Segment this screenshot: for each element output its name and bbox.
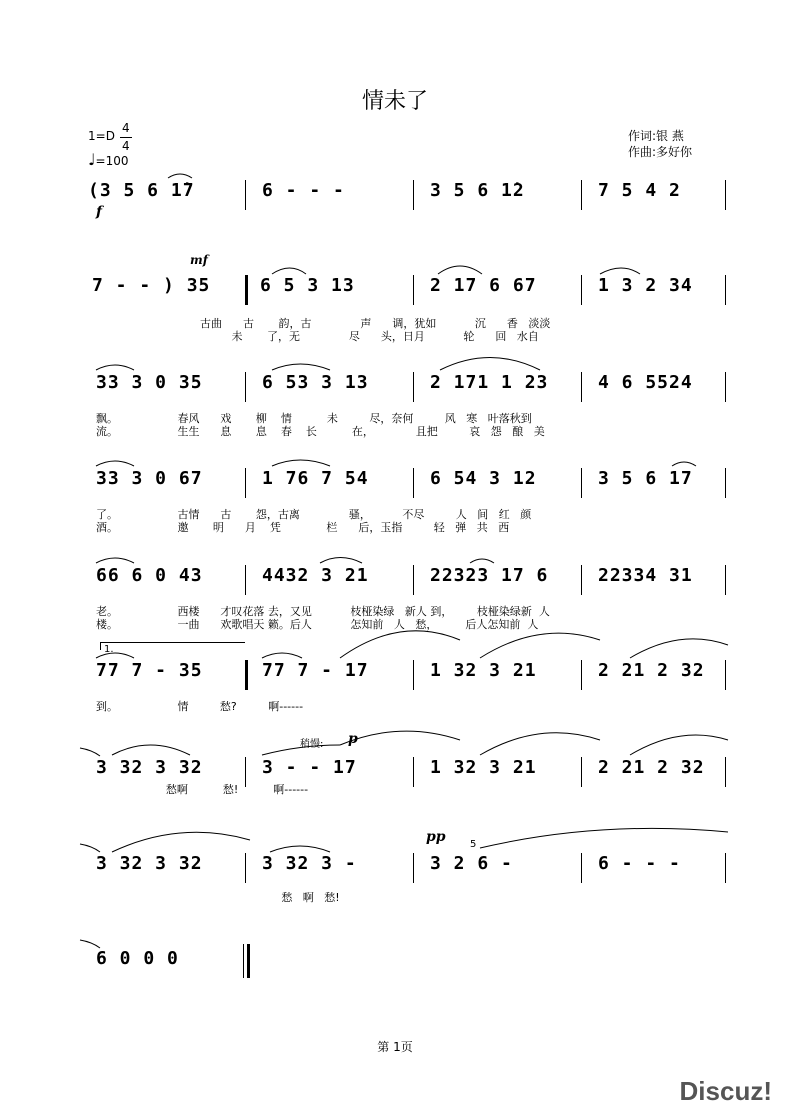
watermark-logo: Discuz! — [679, 1076, 772, 1106]
lyric-line: 流。 生生 息 息 春 长 在， 且把 哀 怨 酿 美 — [96, 425, 545, 438]
tempo-instruction: 稍慢: — [300, 739, 324, 750]
measure: 33 3 0 67 — [96, 468, 203, 489]
measure: 7 - - ) 35 — [92, 275, 211, 296]
lyric-line: 老。 西楼 才叹花落 去，又见 枝桠染绿 新人 到， 枝桠染绿新 人 — [96, 605, 550, 618]
slur — [262, 745, 340, 755]
measure: 2 171 1 23 — [430, 372, 549, 393]
slur — [630, 639, 728, 658]
grace-note: 5 — [470, 839, 477, 850]
dynamic-piano: p — [348, 731, 358, 747]
measure: 3 - - 17 — [262, 757, 357, 778]
measure: 6 0 0 0 — [96, 948, 179, 969]
measure: 1 3 2 34 — [598, 275, 693, 296]
slur — [80, 844, 100, 852]
key-label: 1=D — [88, 129, 115, 143]
volta-number: 1. — [104, 644, 114, 655]
slur — [262, 653, 302, 658]
slur — [480, 828, 728, 848]
slur — [272, 460, 330, 466]
quarter-note-icon: ♩ — [88, 150, 96, 169]
dynamic-mezzo-forte: mf — [190, 253, 208, 267]
slur — [320, 558, 362, 564]
slur — [80, 748, 100, 756]
measure: 2 21 2 32 — [598, 757, 705, 778]
slur — [168, 174, 192, 178]
lyric-line: 酒。 邀 明 月 凭 栏 后，玉指 轻 弹 共 西 — [96, 521, 510, 534]
measure: 4432 3 21 — [262, 565, 369, 586]
slur — [340, 731, 460, 745]
measure: 22323 17 6 — [430, 565, 549, 586]
slur — [96, 653, 134, 658]
measure: 2 17 6 67 — [430, 275, 537, 296]
slur — [112, 745, 190, 755]
measure: 3 32 3 32 — [96, 757, 203, 778]
measure: 6 54 3 12 — [430, 468, 537, 489]
measure: 1 32 3 21 — [430, 660, 537, 681]
measure: 4 6 5524 — [598, 372, 693, 393]
measure: 77 7 - 35 — [96, 660, 203, 681]
measure: 3 2 6 - — [430, 853, 513, 874]
dynamic-pianissimo: pp — [426, 829, 446, 845]
slur — [96, 365, 134, 370]
slur — [96, 558, 134, 563]
measure: 6 5 3 13 — [260, 275, 355, 296]
measure: 3 5 6 1̇2 — [430, 180, 525, 201]
song-title: 情未了 — [361, 89, 428, 114]
slur — [340, 631, 460, 658]
slur — [600, 268, 640, 274]
slur — [438, 266, 482, 274]
slur — [272, 364, 330, 370]
measure: 3 32 3 - — [262, 853, 357, 874]
lyric-line: 到。 情 愁? 啊------ — [96, 700, 304, 713]
measure: 6 - - - — [598, 853, 681, 874]
lyric-line: 了。 古情 古 怨，古离 骚， 不尽 人 间 红 颜 — [96, 508, 532, 521]
slur — [96, 461, 134, 466]
lyric-line: 楼。 一曲 欢歌唱天 籁。后人 怎知前 人 愁， 后人怎知前 人 — [96, 618, 539, 631]
slur — [480, 733, 600, 755]
slur — [440, 358, 540, 371]
measure: 7 5 4 2 — [598, 180, 681, 201]
measure: (3 5 6 1̇7 — [88, 180, 195, 201]
measure: 33 3 0 35 — [96, 372, 203, 393]
slur — [270, 846, 330, 852]
slur — [630, 735, 728, 755]
slur — [272, 268, 306, 274]
slur — [480, 633, 600, 658]
time-signature-bottom: 4 — [122, 139, 130, 153]
measure: 1 76 7 54 — [262, 468, 369, 489]
lyric-line: 飘。 春风 戏 柳 情 未 尽，奈何 风 寒 叶落秋到 — [96, 412, 532, 425]
slur — [672, 462, 696, 466]
measure: 66 6 0 43 — [96, 565, 203, 586]
dynamic-forte: f — [96, 204, 103, 220]
slur — [112, 832, 250, 852]
slur — [80, 940, 100, 948]
measure: 22334 31 — [598, 565, 693, 586]
measure: 3 32 3 32 — [96, 853, 203, 874]
measure: 77 7 - 17 — [262, 660, 369, 681]
time-signature-top: 4 — [122, 121, 130, 135]
measure: 6 - - - — [262, 180, 345, 201]
lyric-line: 未 了，无 尽 头，日月 轮 回 水自 — [200, 330, 539, 343]
lyric-line: 古曲 古 韵，古 声 调，犹如 沉 香 淡淡 — [200, 317, 551, 330]
tempo-value: =100 — [95, 154, 129, 168]
measure: 3 5 6 17 — [598, 468, 693, 489]
measure: 2 21 2 32 — [598, 660, 705, 681]
lyric-line: 愁 啊 愁! — [96, 891, 340, 904]
composer-credit: 作曲:多好你 — [628, 145, 693, 159]
page-number: 第 1页 — [377, 1040, 413, 1054]
measure: 1 32 3 21 — [430, 757, 537, 778]
measure: 6 53 3 13 — [262, 372, 369, 393]
slur — [470, 559, 494, 563]
lyric-line: 愁啊 愁! 啊------ — [96, 783, 309, 796]
lyricist-credit: 作词:银 燕 — [628, 129, 684, 143]
